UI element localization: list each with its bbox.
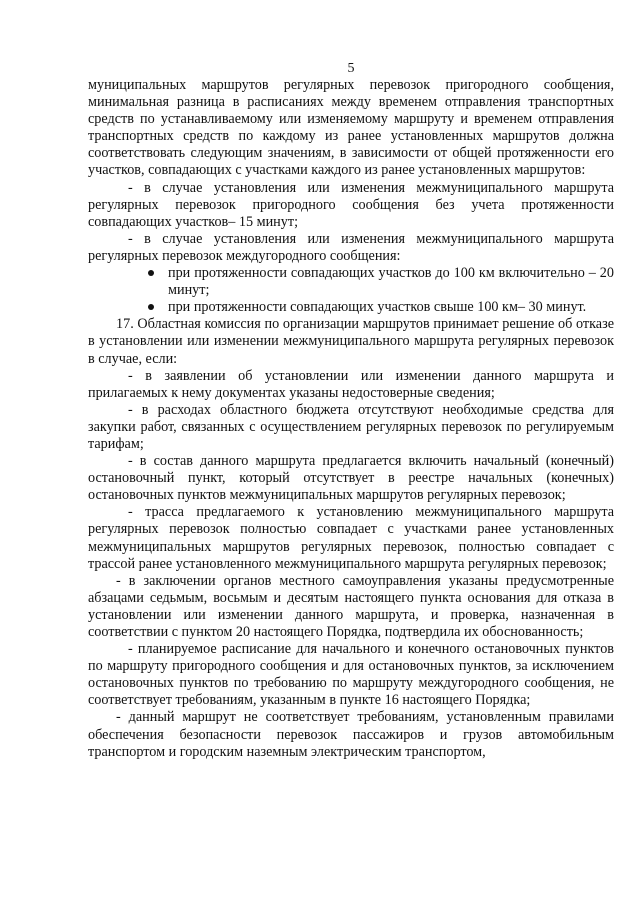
bullet-text: при протяженности совпадающих участков свыше 100 км– 30 минут. (168, 299, 587, 316)
paragraph-item-17: 17. Областная комиссия по организации маршрутов принимает решение об отказе в установлении или изменении межмуниципального маршрута регулярных перевозок в случае, если: (88, 316, 614, 367)
bullet-text: при протяженности совпадающих участков до 100 км включительно – 20 минут; (168, 265, 614, 299)
list-item (148, 299, 614, 316)
paragraph-refusal-false-info: - в заявлении об установлении или изменении данного маршрута и прилагаемых к нему документах указаны недостоверные сведения; (88, 367, 614, 401)
paragraph-refusal-safety: - данный маршрут не соответствует требованиям, установленным правилами обеспечения безопасности перевозок пассажиров и грузов автомобильным транспортом и городским наземным электрическим транспортом, (88, 709, 614, 760)
interval-bullet-list (88, 265, 614, 316)
paragraph-refusal-local-conclusion: - в заключении органов местного самоуправления указаны предусмотренные абзацами седьмым, восьмым и десятым настоящего пункта основания для отказа в установлении или изменении данного маршрута, и проверка, назначенная в соответствии с пунктом 20 настоящего Порядка, подтвердила их обоснованность; (88, 572, 614, 640)
paragraph-refusal-route-overlap: - трасса предлагаемого к установлению межмуниципального маршрута регулярных перевозок полностью совпадает с участками ранее установленных межмуниципальных маршрутов регулярных перевозок, полностью совпадает с трассой ранее установленного межмуниципального маршрута регулярных перевозок; (88, 504, 614, 572)
list-item (148, 265, 614, 299)
paragraph-suburban-interval: - в случае установления или изменения межмуниципального маршрута регулярных перевозок пригородного сообщения без учета протяженности совпадающих участков– 15 минут; (88, 179, 614, 230)
bullet-icon (148, 304, 154, 310)
paragraph-refusal-budget: - в расходах областного бюджета отсутствуют необходимые средства для закупки работ, связанных с осуществлением регулярных перевозок по регулируемым тарифам; (88, 401, 614, 452)
paragraph-intercity-interval: - в случае установления или изменения межмуниципального маршрута регулярных перевозок междугородного сообщения: (88, 230, 614, 264)
bullet-icon (148, 270, 154, 276)
paragraph-continuation: муниципальных маршрутов регулярных перевозок пригородного сообщения, минимальная разница в расписаниях между временем отправления транспортных средств по устанавливаемому или изменяемому маршруту и временем отправления транспортных средств по каждому из ранее установленных маршрутов должна соответствовать следующим значениям, в зависимости от общей протяженности его участков, совпадающих с участками каждого из ранее установленных маршрутов: (88, 77, 614, 179)
paragraph-refusal-stop-registry: - в состав данного маршрута предлагается включить начальный (конечный) остановочный пункт, который отсутствует в реестре начальных (конечных) остановочных пунктов межмуниципальных маршрутов регулярных перевозок; (88, 453, 614, 504)
page-number: 5 (347, 61, 355, 76)
paragraph-refusal-schedule: - планируемое расписание для начального и конечного остановочных пунктов по маршруту пригородного сообщения и для остановочных пунктов, за исключением остановочных пунктов по требованию по маршруту междугородного сообщения, не соответствует требованиям, указанным в пункте 16 настоящего Порядка; (88, 641, 614, 709)
